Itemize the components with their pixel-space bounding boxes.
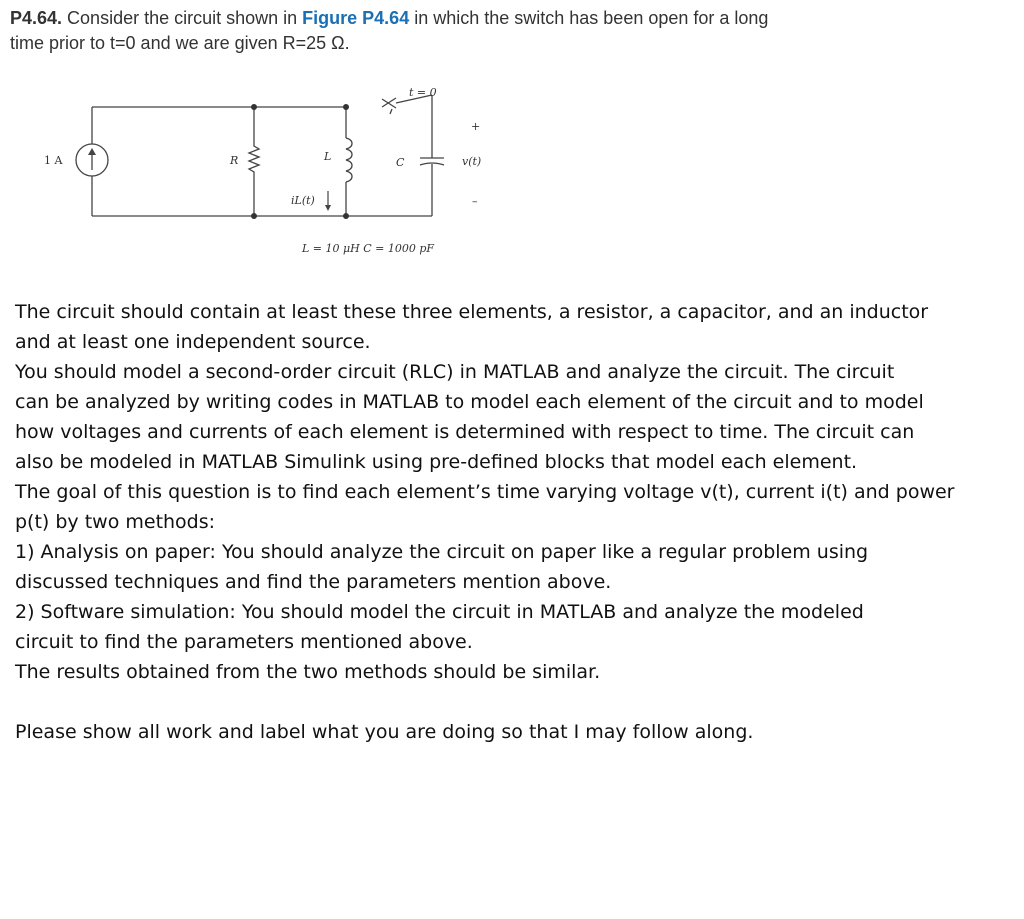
node-bottom-inductor [343, 213, 349, 219]
switch-stub [390, 109, 392, 114]
resistor-zigzag [249, 142, 259, 176]
body-line: can be analyzed by writing codes in MATLAB to model each element of the circuit and to model [15, 391, 924, 413]
problem-number: P4.64. [10, 8, 63, 28]
switch-arm-2 [382, 98, 396, 107]
inductor-coil [346, 138, 352, 182]
problem-statement [10, 6, 910, 56]
node-top-resistor [251, 104, 257, 110]
body-line: The results obtained from the two methods should be similar. [15, 661, 601, 683]
body-line: 2) Software simulation: You should model the circuit in MATLAB and analyze the modeled [15, 601, 864, 623]
body-line: how voltages and currents of each element is determined with respect to time. The circuit can [15, 421, 915, 443]
voltage-label: v(t) [462, 155, 482, 168]
problem-text-after-link: in which the switch has been open for a long [409, 8, 769, 28]
closing-request: Please show all work and label what you are doing so that I may follow along. [15, 721, 754, 743]
body-line: p(t) by two methods: [15, 511, 216, 533]
question-body [15, 297, 1010, 747]
capacitor-label: C [396, 156, 405, 169]
problem-line-2: time prior to t=0 and we are given R=25 Ω. [10, 33, 350, 53]
resistor-label: R [230, 154, 239, 167]
body-line: The goal of this question is to find each element’s time varying voltage v(t), current i(t) and power [15, 481, 955, 503]
voltage-plus-sign: + [471, 120, 481, 133]
body-line: The circuit should contain at least these three elements, a resistor, a capacitor, and an inductor [15, 301, 929, 323]
body-line: You should model a second-order circuit (RLC) in MATLAB and analyze the circuit. The circuit [15, 361, 895, 383]
problem-line-1 [10, 6, 910, 31]
body-line: also be modeled in MATLAB Simulink using pre-defined blocks that model each element. [15, 451, 858, 473]
circuit-diagram [0, 80, 520, 270]
body-line: 1) Analysis on paper: You should analyze the circuit on paper like a regular problem using [15, 541, 869, 563]
body-line: and at least one independent source. [15, 331, 371, 353]
circuit-figure [0, 80, 520, 270]
body-line: circuit to find the parameters mentioned above. [15, 631, 473, 653]
inductor-label: L [324, 150, 332, 163]
problem-text-before-link: Consider the circuit shown in [62, 8, 303, 28]
current-label: iL(t) [291, 194, 315, 207]
node-top-inductor [343, 104, 349, 110]
current-arrowhead-icon [325, 205, 331, 211]
current-source-arrowhead-icon [88, 148, 96, 155]
body-line: discussed techniques and find the parameters mention above. [15, 571, 612, 593]
node-bottom-resistor [251, 213, 257, 219]
figure-link[interactable]: Figure P4.64 [302, 8, 410, 28]
component-values-caption: L = 10 μH C = 1000 pF [302, 242, 435, 255]
paragraph-spacer [15, 687, 1010, 717]
switch-label: t = 0 [409, 86, 437, 99]
voltage-minus-sign: – [472, 195, 478, 208]
switch-arm [382, 99, 396, 108]
source-label: 1 A [44, 154, 63, 167]
